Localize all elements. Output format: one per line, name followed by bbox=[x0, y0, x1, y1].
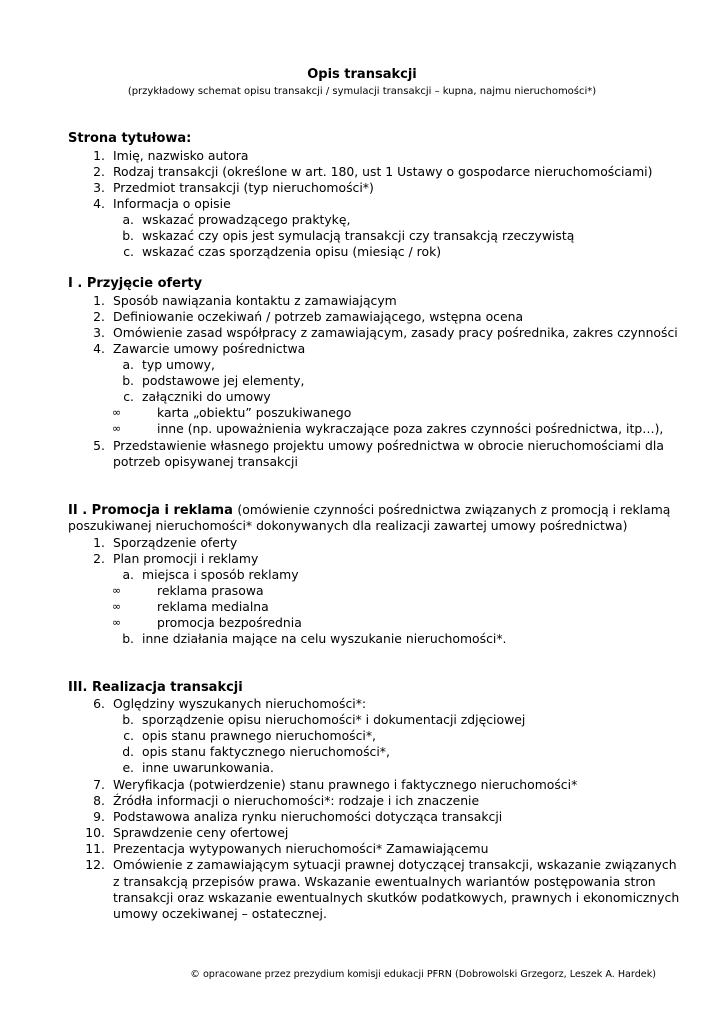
list-item: Weryfikacja (potwierdzenie) stanu prawnego i faktycznego nieruchomości* bbox=[113, 777, 578, 792]
list-item: Podstawowa analiza rynku nieruchomości dotycząca transakcji bbox=[113, 809, 503, 824]
list-marker: ∞ bbox=[112, 584, 122, 597]
list-marker: 4. bbox=[93, 341, 105, 356]
list-item: Źródła informacji o nieruchomości*: rodzaje i ich znaczenie bbox=[113, 793, 480, 808]
list-item: sporządzenie opisu nieruchomości* i dokumentacji zdjęciowej bbox=[142, 712, 526, 727]
list-marker: c. bbox=[123, 728, 134, 743]
list-marker: b. bbox=[122, 373, 134, 388]
list-item: Przedstawienie własnego projektu umowy pośrednictwa w obrocie nieruchomościami dla bbox=[113, 438, 664, 453]
list-item: podstawowe jej elementy, bbox=[142, 373, 305, 388]
document-subtitle: (przykładowy schemat opisu transakcji / symulacji transakcji – kupna, najmu nieruchomości*) bbox=[127, 86, 597, 97]
list-item: promocja bezpośrednia bbox=[157, 615, 302, 630]
list-marker: 9. bbox=[93, 809, 105, 824]
list-marker: 1. bbox=[93, 535, 105, 550]
list-marker: 5. bbox=[93, 438, 105, 453]
list-marker: a. bbox=[122, 212, 134, 227]
list-marker: ∞ bbox=[112, 406, 122, 419]
list-item: reklama medialna bbox=[157, 599, 269, 614]
section-heading: II . Promocja i reklama bbox=[68, 503, 238, 518]
list-item bbox=[68, 502, 670, 519]
list-item: typ umowy, bbox=[142, 357, 215, 372]
list-item: inne uwarunkowania. bbox=[142, 760, 274, 775]
list-item: Omówienie zasad współpracy z zamawiającym, zasady pracy pośrednika, zakres czynności bbox=[113, 325, 678, 340]
list-marker: 2. bbox=[93, 164, 105, 179]
list-item: Sposób nawiązania kontaktu z zamawiającym bbox=[113, 293, 397, 308]
list-marker: b. bbox=[122, 631, 134, 646]
list-item: opis stanu faktycznego nieruchomości*, bbox=[142, 744, 390, 759]
list-marker: 3. bbox=[93, 325, 105, 340]
list-item: wskazać czas sporządzenia opisu (miesiąc / rok) bbox=[142, 244, 442, 259]
list-item: inne (np. upoważnienia wykraczające poza zakres czynności pośrednictwa, itp…), bbox=[157, 421, 664, 436]
list-item: Informacja o opisie bbox=[113, 196, 231, 211]
list-marker: 10. bbox=[85, 825, 105, 840]
list-marker: 1. bbox=[93, 293, 105, 308]
list-item: poszukiwanej nieruchomości* dokonywanych dla realizacji zawartej umowy pośrednictwa) bbox=[68, 518, 628, 533]
list-item: Prezentacja wytypowanych nieruchomości* Zamawiającemu bbox=[113, 841, 489, 856]
section-heading: I . Przyjęcie oferty bbox=[68, 276, 203, 291]
list-item: Rodzaj transakcji (określone w art. 180, ust 1 Ustawy o gospodarce nieruchomościami) bbox=[113, 164, 653, 179]
list-marker: 4. bbox=[93, 196, 105, 211]
list-marker: 7. bbox=[93, 777, 105, 792]
list-marker: ∞ bbox=[112, 616, 122, 629]
list-marker: 1. bbox=[93, 148, 105, 163]
list-item: Sporządzenie oferty bbox=[113, 535, 238, 550]
list-marker: c. bbox=[123, 244, 134, 259]
list-marker: a. bbox=[122, 357, 134, 372]
list-marker: 8. bbox=[93, 793, 105, 808]
list-item: Plan promocji i reklamy bbox=[113, 551, 259, 566]
list-item: karta „obiektu” poszukiwanego bbox=[157, 405, 352, 420]
list-item: reklama prasowa bbox=[157, 583, 264, 598]
list-item: Definiowanie oczekiwań / potrzeb zamawiającego, wstępna ocena bbox=[113, 309, 524, 324]
list-item: potrzeb opisywanej transakcji bbox=[113, 454, 298, 469]
list-item: Zawarcie umowy pośrednictwa bbox=[113, 341, 306, 356]
footer-credit: © opracowane przez prezydium komisji edukacji PFRN (Dobrowolski Grzegorz, Leszek A. Hardek) bbox=[190, 969, 656, 980]
list-marker: c. bbox=[123, 389, 134, 404]
list-item: Przedmiot transakcji (typ nieruchomości*) bbox=[113, 180, 374, 195]
list-marker: b. bbox=[122, 228, 134, 243]
document-title: Opis transakcji bbox=[307, 67, 417, 82]
list-marker: ∞ bbox=[112, 600, 122, 613]
list-marker: 12. bbox=[85, 857, 105, 872]
list-marker: b. bbox=[122, 712, 134, 727]
list-marker: 2. bbox=[93, 551, 105, 566]
list-item: wskazać prowadzącego praktykę, bbox=[142, 212, 351, 227]
section-heading: Strona tytułowa: bbox=[68, 131, 192, 146]
list-item: wskazać czy opis jest symulacją transakcji czy transakcją rzeczywistą bbox=[142, 228, 575, 243]
list-item: miejsca i sposób reklamy bbox=[142, 567, 299, 582]
list-item: Imię, nazwisko autora bbox=[113, 148, 249, 163]
list-item: z transakcją przepisów prawa. Wskazanie ewentualnych wariantów postępowania stron bbox=[113, 874, 656, 889]
section-description: (omówienie czynności pośrednictwa związanych z promocją i reklamą bbox=[237, 502, 671, 517]
list-marker: ∞ bbox=[112, 422, 122, 435]
list-marker: 6. bbox=[93, 696, 105, 711]
list-marker: 11. bbox=[85, 841, 105, 856]
list-marker: 3. bbox=[93, 180, 105, 195]
list-item: załączniki do umowy bbox=[142, 389, 271, 404]
section-heading: III. Realizacja transakcji bbox=[68, 680, 243, 695]
list-item: Omówienie z zamawiającym sytuacji prawnej dotyczącej transakcji, wskazanie związanych bbox=[113, 857, 677, 872]
list-item: inne działania mające na celu wyszukanie nieruchomości*. bbox=[142, 631, 507, 646]
list-item: umowy oczekiwanej – ostatecznej. bbox=[113, 906, 327, 921]
list-marker: d. bbox=[122, 744, 134, 759]
list-item: Sprawdzenie ceny ofertowej bbox=[113, 825, 289, 840]
list-marker: 2. bbox=[93, 309, 105, 324]
list-item: Oględziny wyszukanych nieruchomości*: bbox=[113, 696, 367, 711]
list-marker: a. bbox=[122, 567, 134, 582]
list-marker: e. bbox=[122, 760, 134, 775]
list-item: transakcji oraz wskazanie ewentualnych skutków podatkowych, prawnych i ekonomicznych bbox=[113, 890, 680, 905]
list-item: opis stanu prawnego nieruchomości*, bbox=[142, 728, 376, 743]
